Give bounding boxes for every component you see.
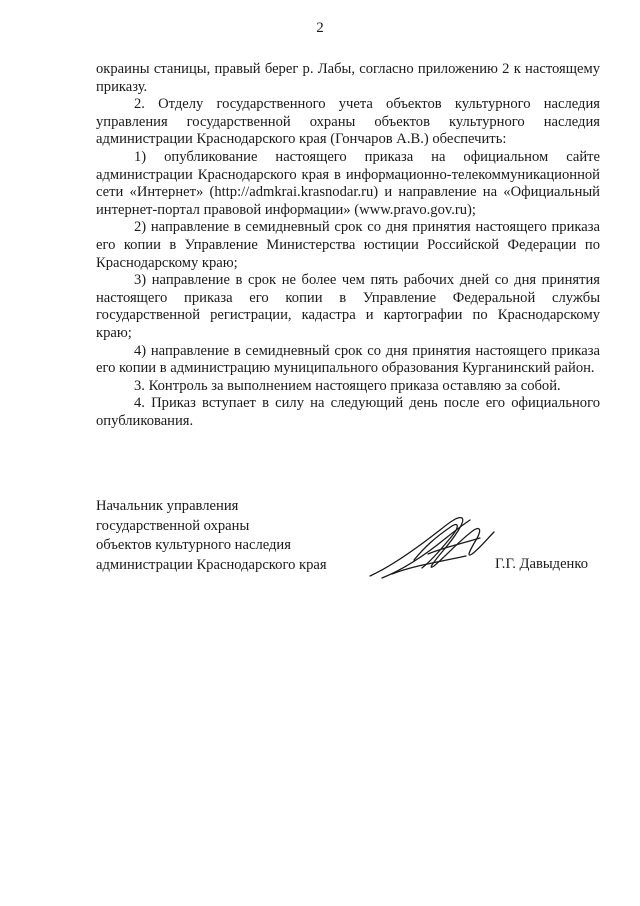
signatory-title	[96, 497, 327, 575]
paragraph-subitem-1: 1) опубликование настоящего приказа на официальном сайте администрации Краснодарского края в информационно-телекоммуникационной сети «Интернет» (http://admkrai.krasnodar.ru) и направление на «Официальный интернет-портал правовой информации» (www.pravo.gov.ru);	[96, 148, 600, 218]
paragraph-item-3: 3. Контроль за выполнением настоящего приказа оставляю за собой.	[134, 377, 561, 394]
document-body	[96, 61, 600, 430]
signatory-title-line: администрации Краснодарского края	[96, 556, 327, 573]
page-number: 2	[316, 20, 324, 36]
paragraph-subitem-4: 4) направление в семидневный срок со дня принятия настоящего приказа его копии в администрацию муниципального образования Курганинский район.	[96, 342, 600, 377]
paragraph-continuation: окраины станицы, правый берег р. Лабы, согласно приложению 2 к настоящему приказу.	[96, 61, 600, 95]
signatory-title-line: Начальник управления	[96, 498, 239, 514]
signatory-title-line: объектов культурного наследия	[96, 537, 291, 554]
paragraph-subitem-2: 2) направление в семидневный срок со дня принятия настоящего приказа его копии в Управление Министерства юстиции Российской Федерации по Краснодарскому краю;	[96, 219, 600, 271]
signatory-name: Г.Г. Давыденко	[495, 556, 589, 572]
signatory-title-line: государственной охраны	[96, 517, 250, 534]
paragraph-subitem-3: 3) направление в срок не более чем пять рабочих дней со дня принятия настоящего приказа его копии в Управление Федеральной службы государственной регистрации, кадастра и картографии по Краснодарскому краю;	[96, 272, 600, 341]
handwritten-signature	[362, 508, 502, 588]
paragraph-item-4: 4. Приказ вступает в силу на следующий день после его официального опубликования.	[96, 395, 600, 429]
paragraph-item-2: 2. Отделу государственного учета объектов культурного наследия управления государственной охраны объектов культурного наследия администрации Краснодарского края (Гончаров А.В.) обеспечить:	[96, 96, 600, 148]
